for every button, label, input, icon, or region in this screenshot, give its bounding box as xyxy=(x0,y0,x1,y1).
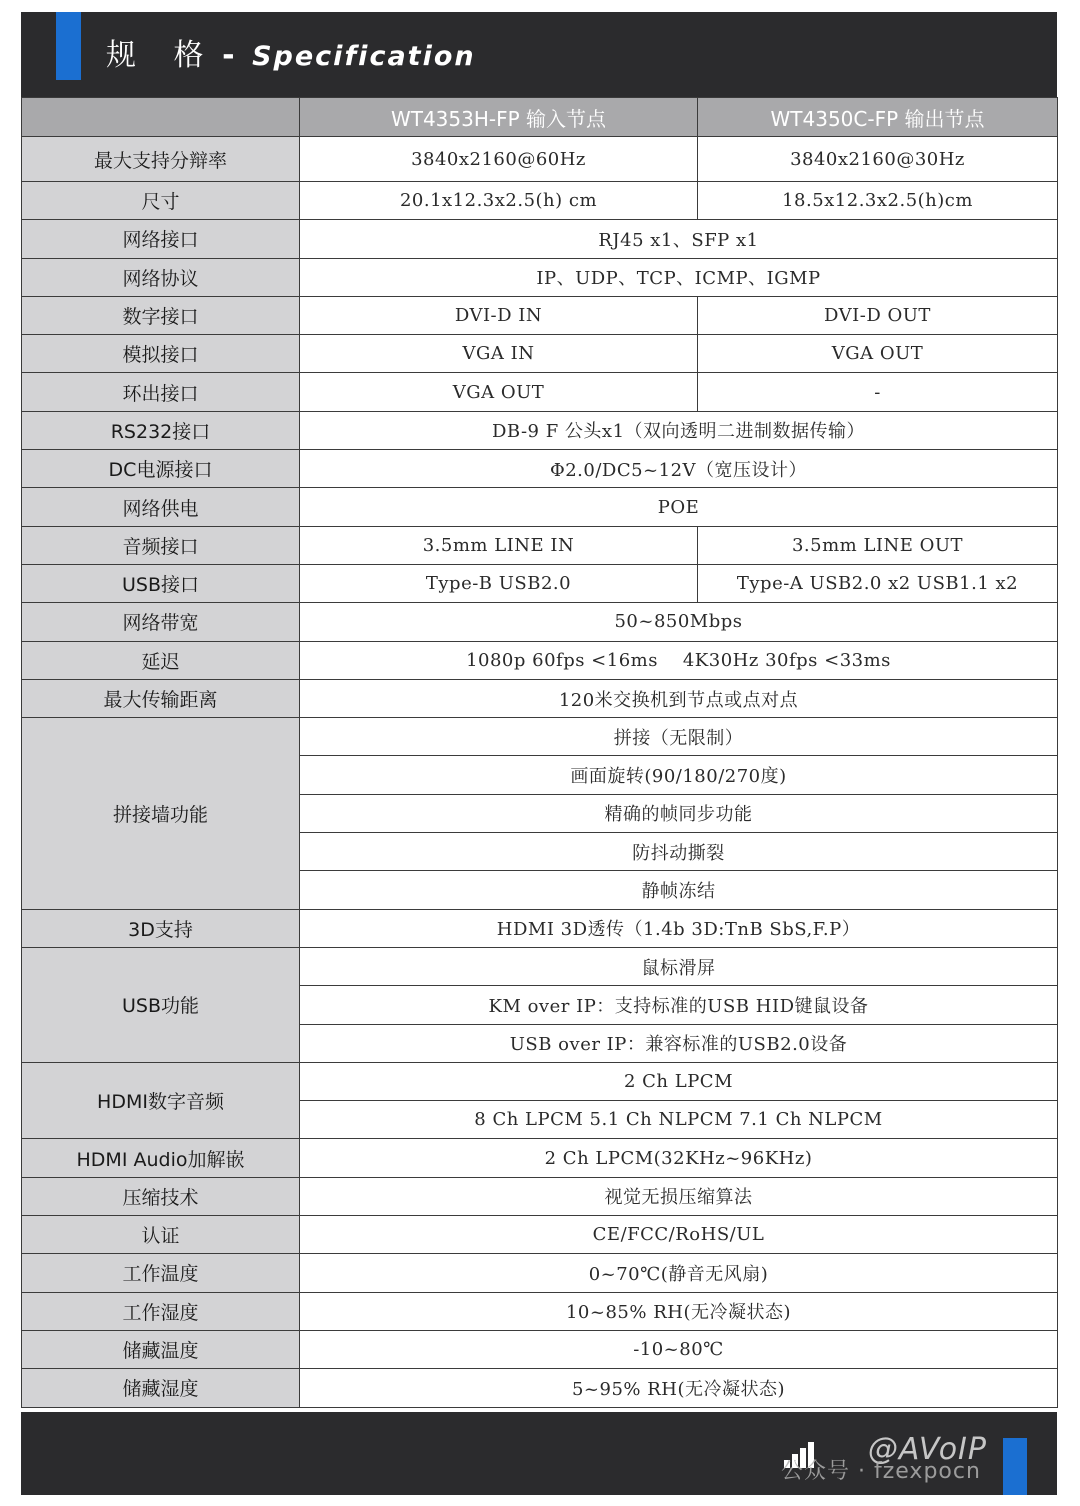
row-label: 储藏湿度 xyxy=(22,1369,300,1407)
row-value: 视觉无损压缩算法 xyxy=(300,1177,1058,1215)
title-english: Specification xyxy=(252,41,476,72)
table-row xyxy=(22,1062,1058,1100)
row-value: 10~85% RH(无冷凝状态) xyxy=(300,1292,1058,1330)
row-value: 8 Ch LPCM 5.1 Ch NLPCM 7.1 Ch NLPCM xyxy=(300,1101,1058,1139)
row-value-input: 20.1x12.3x2.5(h) cm xyxy=(300,182,698,220)
row-label: 网络接口 xyxy=(22,220,300,258)
row-label: 音频接口 xyxy=(22,526,300,564)
footer-accent-bar xyxy=(1003,1438,1027,1495)
header-accent-bar xyxy=(56,12,81,80)
spec-table xyxy=(21,97,1058,1408)
row-value-input: VGA OUT xyxy=(300,373,698,411)
row-value: 5~95% RH(无冷凝状态) xyxy=(300,1369,1058,1407)
column-header-row xyxy=(22,98,1058,137)
table-row xyxy=(22,909,1058,947)
footer-watermark: 公众号 · fzexpocn xyxy=(781,1459,981,1484)
row-value-output: 18.5x12.3x2.5(h)cm xyxy=(698,182,1058,220)
row-value: CE/FCC/RoHS/UL xyxy=(300,1216,1058,1254)
row-label: 认证 xyxy=(22,1216,300,1254)
table-row xyxy=(22,335,1058,373)
column-header-output-node: WT4350C-FP 输出节点 xyxy=(698,98,1058,137)
row-label: 工作湿度 xyxy=(22,1292,300,1330)
row-label: 3D支持 xyxy=(22,909,300,947)
row-label: 尺寸 xyxy=(22,182,300,220)
footer-bar xyxy=(21,1412,1057,1495)
table-row xyxy=(22,220,1058,258)
row-value-output: 3840x2160@30Hz xyxy=(698,137,1058,182)
table-row xyxy=(22,1216,1058,1254)
row-label: 延迟 xyxy=(22,641,300,679)
row-value: 50~850Mbps xyxy=(300,603,1058,641)
row-value: KM over IP：支持标准的USB HID键鼠设备 xyxy=(300,986,1058,1024)
row-value: RJ45 x1、SFP x1 xyxy=(300,220,1058,258)
column-header-corner xyxy=(22,98,300,137)
row-label: 最大传输距离 xyxy=(22,679,300,717)
table-row xyxy=(22,1292,1058,1330)
row-value: POE xyxy=(300,488,1058,526)
row-value-output: Type-A USB2.0 x2 USB1.1 x2 xyxy=(698,564,1058,602)
row-label: 模拟接口 xyxy=(22,335,300,373)
table-row xyxy=(22,450,1058,488)
row-label: USB接口 xyxy=(22,564,300,602)
table-row xyxy=(22,258,1058,296)
row-value-input: DVI-D IN xyxy=(300,296,698,334)
row-value: Φ2.0/DC5~12V（宽压设计） xyxy=(300,450,1058,488)
row-label: 储藏温度 xyxy=(22,1330,300,1368)
table-row xyxy=(22,1254,1058,1292)
row-label: 环出接口 xyxy=(22,373,300,411)
row-label: 最大支持分辩率 xyxy=(22,137,300,182)
row-value: IP、UDP、TCP、ICMP、IGMP xyxy=(300,258,1058,296)
page-title xyxy=(106,36,476,77)
row-value-output: VGA OUT xyxy=(698,335,1058,373)
table-row xyxy=(22,718,1058,756)
table-row xyxy=(22,137,1058,182)
row-value: HDMI 3D透传（1.4b 3D:TnB SbS,F.P） xyxy=(300,909,1058,947)
row-label: 工作温度 xyxy=(22,1254,300,1292)
table-row xyxy=(22,296,1058,334)
row-value-input: 3840x2160@60Hz xyxy=(300,137,698,182)
row-value-input: VGA IN xyxy=(300,335,698,373)
row-value: 120米交换机到节点或点对点 xyxy=(300,679,1058,717)
row-label: 网络供电 xyxy=(22,488,300,526)
row-value: 0~70℃(静音无风扇) xyxy=(300,1254,1058,1292)
row-label: 网络协议 xyxy=(22,258,300,296)
row-value-output: - xyxy=(698,373,1058,411)
column-header-input-node: WT4353H-FP 输入节点 xyxy=(300,98,698,137)
table-row xyxy=(22,947,1058,985)
row-label: HDMI Audio加解嵌 xyxy=(22,1139,300,1177)
row-value: 精确的帧同步功能 xyxy=(300,794,1058,832)
row-label: 网络带宽 xyxy=(22,603,300,641)
table-row xyxy=(22,1139,1058,1177)
table-row xyxy=(22,679,1058,717)
table-row xyxy=(22,411,1058,449)
title-dash: - xyxy=(222,38,236,73)
table-row xyxy=(22,182,1058,220)
row-value: 鼠标滑屏 xyxy=(300,947,1058,985)
row-label: 压缩技术 xyxy=(22,1177,300,1215)
table-row xyxy=(22,641,1058,679)
header-bar xyxy=(21,12,1057,97)
table-row xyxy=(22,1330,1058,1368)
row-value: USB over IP：兼容标准的USB2.0设备 xyxy=(300,1024,1058,1062)
row-label: USB功能 xyxy=(22,947,300,1062)
row-value-output: 3.5mm LINE OUT xyxy=(698,526,1058,564)
table-row xyxy=(22,526,1058,564)
spec-sheet xyxy=(21,12,1057,1495)
row-value: 防抖动撕裂 xyxy=(300,833,1058,871)
table-row xyxy=(22,1369,1058,1407)
row-label: 拼接墙功能 xyxy=(22,718,300,909)
row-value: 画面旋转(90/180/270度) xyxy=(300,756,1058,794)
row-value-input: Type-B USB2.0 xyxy=(300,564,698,602)
row-value-output: DVI-D OUT xyxy=(698,296,1058,334)
row-value: 静帧冻结 xyxy=(300,871,1058,909)
row-label: 数字接口 xyxy=(22,296,300,334)
table-row xyxy=(22,488,1058,526)
footer-brand: @AVoIP xyxy=(867,1432,987,1467)
table-row xyxy=(22,603,1058,641)
row-label: RS232接口 xyxy=(22,411,300,449)
row-label: HDMI数字音频 xyxy=(22,1062,300,1139)
table-row xyxy=(22,373,1058,411)
row-value: 2 Ch LPCM xyxy=(300,1062,1058,1100)
title-chinese: 规 格 xyxy=(106,38,218,73)
table-row xyxy=(22,564,1058,602)
table-row xyxy=(22,1177,1058,1215)
row-value: 2 Ch LPCM(32KHz~96KHz) xyxy=(300,1139,1058,1177)
row-label: DC电源接口 xyxy=(22,450,300,488)
row-value: 1080p 60fps <16ms 4K30Hz 30fps <33ms xyxy=(300,641,1058,679)
row-value: 拼接（无限制） xyxy=(300,718,1058,756)
row-value-input: 3.5mm LINE IN xyxy=(300,526,698,564)
row-value: -10~80℃ xyxy=(300,1330,1058,1368)
row-value: DB-9 F 公头x1（双向透明二进制数据传输） xyxy=(300,411,1058,449)
